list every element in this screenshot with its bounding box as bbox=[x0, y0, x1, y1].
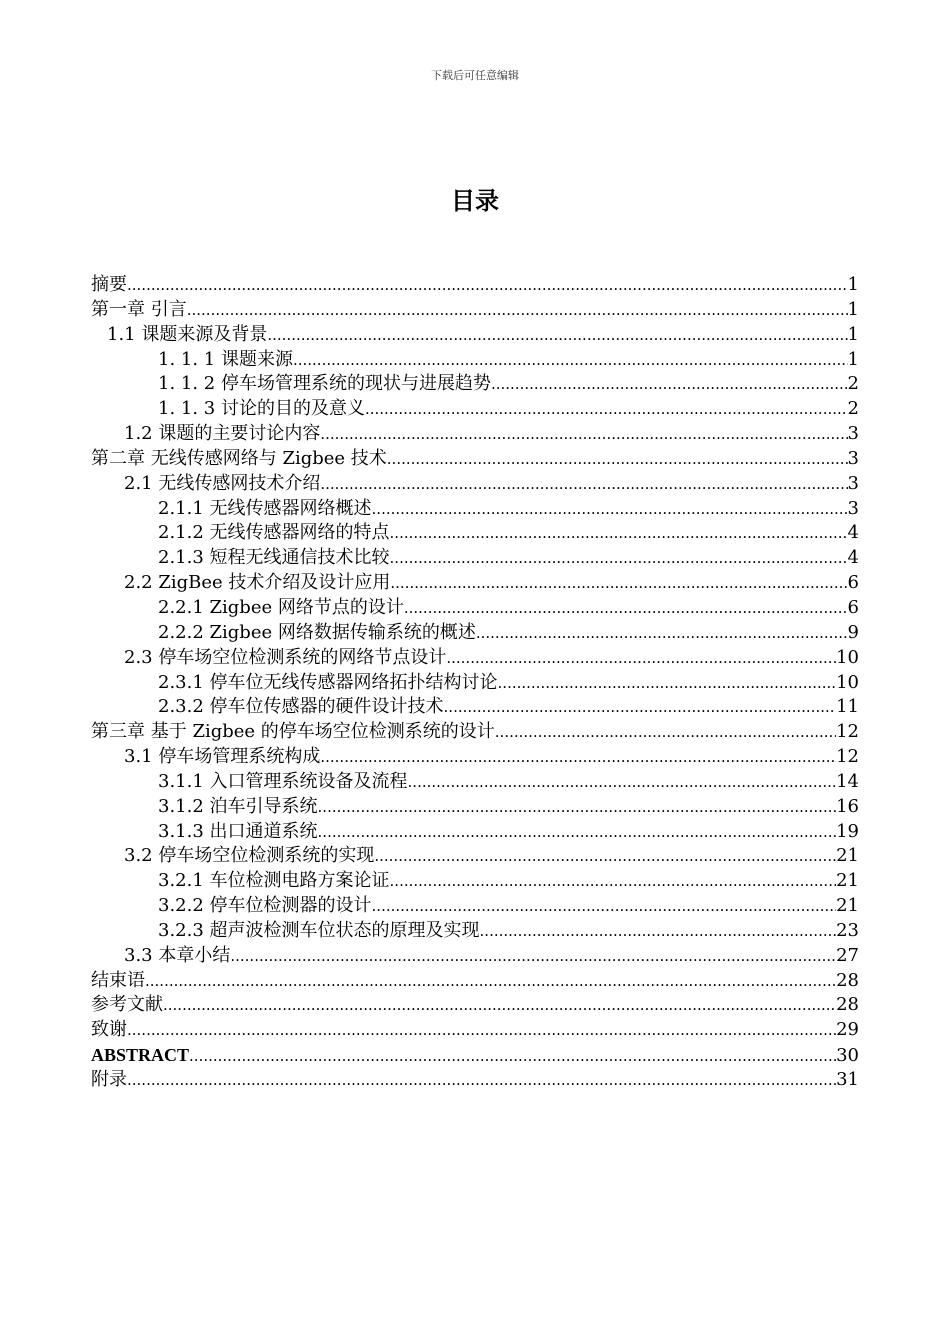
toc-entry[interactable] bbox=[91, 671, 859, 696]
toc-leader-dots bbox=[230, 944, 836, 969]
toc-entry-page: 12 bbox=[836, 746, 859, 768]
toc-leader-dots bbox=[390, 521, 848, 546]
toc-leader-dots bbox=[480, 919, 837, 944]
toc-leader-dots bbox=[320, 745, 836, 770]
toc-entry[interactable] bbox=[91, 770, 859, 795]
toc-entry[interactable] bbox=[91, 397, 859, 422]
toc-entry-page: 3 bbox=[847, 472, 859, 494]
toc-entry-page: 28 bbox=[836, 969, 859, 991]
toc-entry[interactable] bbox=[91, 497, 859, 522]
toc-entry[interactable] bbox=[91, 969, 859, 994]
toc-entry[interactable] bbox=[91, 372, 859, 397]
toc-entry-page: 23 bbox=[836, 919, 859, 941]
toc-entry[interactable] bbox=[91, 1068, 859, 1093]
toc-entry-label: 2.3.2 停车位传感器的硬件设计技术 bbox=[158, 696, 444, 718]
toc-entry-label: 1.2 课题的主要讨论内容 bbox=[124, 423, 321, 445]
toc-leader-dots bbox=[163, 993, 836, 1018]
toc-entry-label: 2.3 停车场空位检测系统的网络节点设计 bbox=[124, 646, 447, 668]
toc-entry-page: 4 bbox=[847, 522, 859, 544]
toc-entry-page: 27 bbox=[836, 944, 859, 966]
toc-entry[interactable] bbox=[91, 546, 859, 571]
toc-entry-page: 28 bbox=[836, 994, 859, 1016]
toc-entry-page: 1 bbox=[847, 348, 859, 370]
toc-entry-label: 1. 1. 2 停车场管理系统的现状与进展趋势 bbox=[158, 373, 491, 395]
toc-leader-dots bbox=[145, 969, 836, 994]
toc-entry[interactable] bbox=[91, 348, 859, 373]
toc-entry[interactable] bbox=[91, 298, 859, 323]
toc-entry-page: 6 bbox=[847, 572, 859, 594]
toc-leader-dots bbox=[498, 671, 837, 696]
toc-entry[interactable] bbox=[91, 273, 859, 298]
toc-entry-label: 1.1 课题来源及背景 bbox=[107, 323, 268, 345]
toc-entry-page: 31 bbox=[836, 1069, 859, 1090]
toc-entry[interactable] bbox=[91, 919, 859, 944]
toc-entry[interactable] bbox=[91, 795, 859, 820]
toc-entry-page: 21 bbox=[836, 870, 859, 892]
toc-leader-dots bbox=[374, 844, 836, 869]
toc-entry[interactable] bbox=[91, 521, 859, 546]
toc-entry[interactable] bbox=[91, 869, 859, 894]
toc-leader-dots bbox=[293, 348, 848, 373]
toc-leader-dots bbox=[372, 497, 848, 522]
toc-entry-label: 3.2 停车场空位检测系统的实现 bbox=[124, 845, 375, 867]
toc-entry-label: 3.2.2 停车位检测器的设计 bbox=[158, 895, 372, 917]
toc-entry-page: 1 bbox=[847, 274, 859, 295]
toc-entry[interactable] bbox=[91, 745, 859, 770]
toc-entry-label: ABSTRACT bbox=[91, 1045, 190, 1066]
toc-leader-dots bbox=[476, 621, 848, 646]
toc-entry-page: 11 bbox=[836, 696, 859, 718]
toc-leader-dots bbox=[444, 695, 837, 720]
toc-entry-page: 14 bbox=[836, 770, 859, 792]
toc-entry[interactable] bbox=[91, 1043, 859, 1068]
toc-entry-label: 2.3.1 停车位无线传感器网络拓扑结构讨论 bbox=[158, 671, 498, 693]
toc-entry-label: 2.1.2 无线传感器网络的特点 bbox=[158, 522, 390, 544]
toc-entry-label: 1. 1. 3 讨论的目的及意义 bbox=[158, 398, 365, 420]
toc-entry[interactable] bbox=[91, 720, 859, 745]
toc-entry[interactable] bbox=[91, 323, 859, 348]
toc-entry-page: 16 bbox=[836, 795, 859, 817]
toc-entry-page: 19 bbox=[836, 820, 859, 842]
toc-entry-label: 2.2.2 Zigbee 网络数据传输系统的概述 bbox=[158, 621, 476, 643]
toc-entry-page: 9 bbox=[847, 621, 859, 643]
toc-entry-label: 第二章 无线传感网络与 Zigbee 技术 bbox=[91, 447, 387, 469]
toc-entry[interactable] bbox=[91, 1018, 859, 1043]
toc-entry-label: 2.2.1 Zigbee 网络节点的设计 bbox=[158, 596, 404, 618]
toc-entry[interactable] bbox=[91, 596, 859, 621]
toc-entry-page: 21 bbox=[836, 895, 859, 917]
toc-entry-label: 2.1.1 无线传感器网络概述 bbox=[158, 497, 372, 519]
toc-entry-label: 第一章 引言 bbox=[91, 298, 187, 320]
toc-entry-label: 致谢 bbox=[91, 1019, 127, 1041]
toc-leader-dots bbox=[267, 323, 847, 348]
toc-entry[interactable] bbox=[91, 894, 859, 919]
toc-leader-dots bbox=[189, 1044, 836, 1068]
toc-entry-label: 2.1 无线传感网技术介绍 bbox=[124, 472, 321, 494]
toc-entry-label: 2.1.3 短程无线通信技术比较 bbox=[158, 547, 390, 569]
toc-entry-page: 12 bbox=[836, 721, 859, 743]
toc-entry-label: 2.2 ZigBee 技术介绍及设计应用 bbox=[124, 572, 391, 594]
toc-leader-dots bbox=[127, 1018, 836, 1043]
toc-entry-label: 3.1 停车场管理系统构成 bbox=[124, 746, 321, 768]
toc-entry-page: 2 bbox=[847, 398, 859, 420]
toc-entry-page: 1 bbox=[847, 323, 859, 345]
toc-leader-dots bbox=[127, 273, 848, 298]
toc-entry-label: 附录 bbox=[91, 1069, 127, 1090]
toc-entry-label: 1. 1. 1 课题来源 bbox=[158, 348, 293, 370]
toc-entry-page: 10 bbox=[836, 671, 859, 693]
toc-leader-dots bbox=[365, 397, 848, 422]
toc-entry-label: 参考文献 bbox=[91, 994, 163, 1016]
toc-entry-label: 3.2.3 超声波检测车位状态的原理及实现 bbox=[158, 919, 480, 941]
toc-leader-dots bbox=[446, 646, 836, 671]
toc-entry-page: 1 bbox=[847, 298, 859, 320]
table-of-contents bbox=[91, 273, 859, 1093]
toc-entry-page: 2 bbox=[847, 373, 859, 395]
toc-leader-dots bbox=[387, 447, 848, 472]
toc-entry-page: 21 bbox=[836, 845, 859, 867]
toc-entry[interactable] bbox=[91, 621, 859, 646]
toc-entry[interactable] bbox=[91, 447, 859, 472]
toc-leader-dots bbox=[404, 596, 848, 621]
toc-entry-page: 30 bbox=[836, 1045, 859, 1067]
toc-entry[interactable] bbox=[91, 646, 859, 671]
toc-entry-page: 6 bbox=[847, 596, 859, 618]
toc-entry-page: 3 bbox=[847, 423, 859, 445]
toc-leader-dots bbox=[320, 422, 847, 447]
toc-leader-dots bbox=[318, 820, 837, 845]
page-header: 下载后可任意编辑 bbox=[431, 69, 519, 82]
toc-leader-dots bbox=[491, 372, 848, 397]
toc-entry-label: 第三章 基于 Zigbee 的停车场空位检测系统的设计 bbox=[91, 721, 495, 743]
toc-entry[interactable] bbox=[91, 422, 859, 447]
toc-leader-dots bbox=[372, 894, 837, 919]
toc-entry-label: 3.2.1 车位检测电路方案论证 bbox=[158, 870, 390, 892]
toc-leader-dots bbox=[390, 869, 837, 894]
toc-leader-dots bbox=[390, 571, 847, 596]
page-title: 目录 bbox=[451, 187, 499, 215]
toc-entry-label: 结束语 bbox=[91, 969, 145, 991]
toc-leader-dots bbox=[318, 795, 837, 820]
toc-entry-page: 3 bbox=[847, 497, 859, 519]
toc-entry-page: 3 bbox=[847, 447, 859, 469]
toc-leader-dots bbox=[390, 546, 848, 571]
toc-entry-label: 3.3 本章小结 bbox=[124, 944, 231, 966]
toc-leader-dots bbox=[127, 1068, 836, 1093]
toc-entry-label: 摘要 bbox=[91, 274, 127, 295]
toc-entry[interactable] bbox=[91, 571, 859, 596]
toc-entry-label: 3.1.3 出口通道系统 bbox=[158, 820, 318, 842]
toc-leader-dots bbox=[187, 298, 848, 323]
toc-entry-label: 3.1.1 入口管理系统设备及流程 bbox=[158, 770, 408, 792]
toc-entry-page: 10 bbox=[836, 646, 859, 668]
toc-entry[interactable] bbox=[91, 844, 859, 869]
toc-entry-page: 4 bbox=[847, 547, 859, 569]
toc-entry[interactable] bbox=[91, 820, 859, 845]
toc-leader-dots bbox=[408, 770, 837, 795]
toc-entry-page: 29 bbox=[836, 1019, 859, 1041]
toc-leader-dots bbox=[320, 472, 847, 497]
toc-entry[interactable] bbox=[91, 944, 859, 969]
toc-leader-dots bbox=[495, 720, 836, 745]
toc-entry[interactable] bbox=[91, 993, 859, 1018]
toc-entry[interactable] bbox=[91, 472, 859, 497]
toc-entry-label: 3.1.2 泊车引导系统 bbox=[158, 795, 318, 817]
toc-entry[interactable] bbox=[91, 695, 859, 720]
